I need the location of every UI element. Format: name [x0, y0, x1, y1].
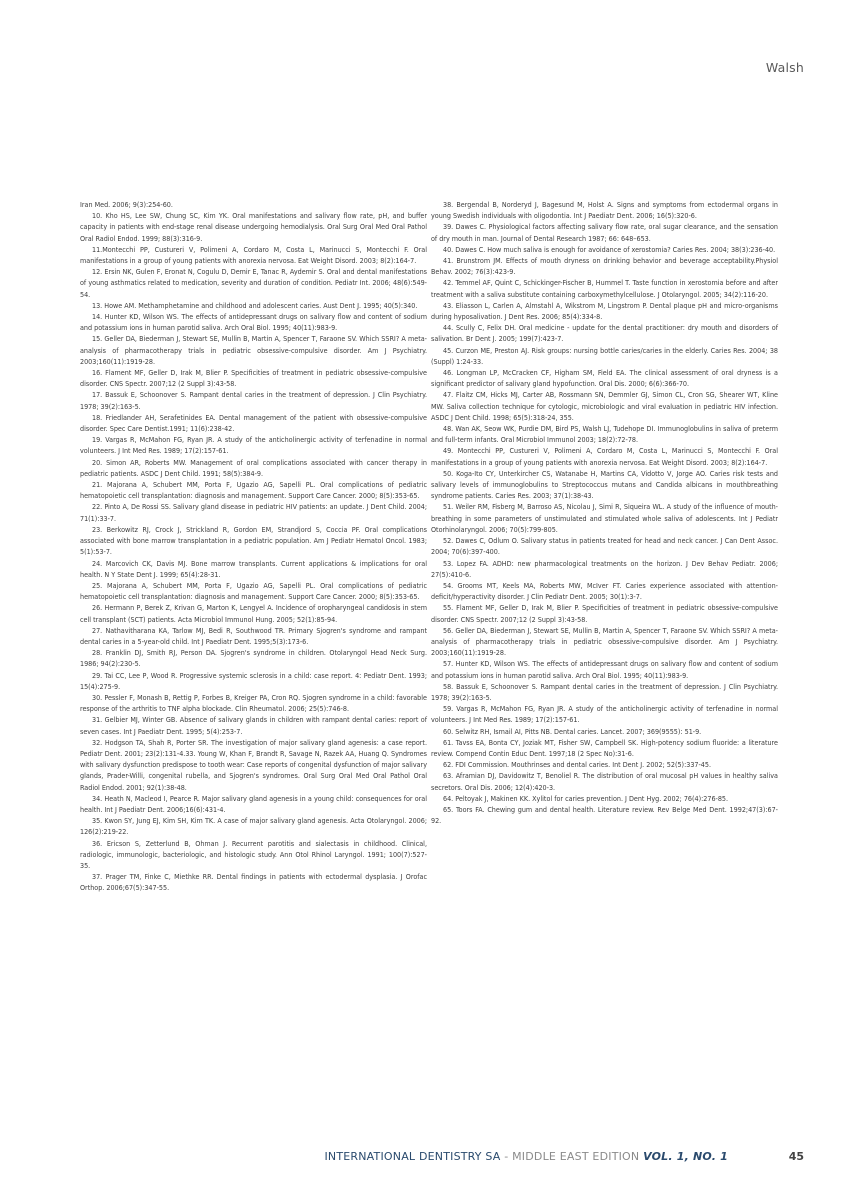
reference-item: 26. Hermann P, Berek Z, Krivan G, Marton K, Lengyel A. Incidence of oropharyngeal candidosis in stem cell transplant (SCT) patients. Acta Microbiol Immunol Hung. 2005; 52(1):85-94. — [80, 603, 427, 624]
reference-item: 20. Simon AR, Roberts MW. Management of oral complications associated with cancer therapy in pediatric patients. ASDC J Dent Child. 1991; 58(5):384-9. — [80, 457, 427, 478]
reference-item: 18. Friedlander AH, Serafetinides EA. Dental management of the patient with obsessive-compulsive disorder. Spec Care Dentist.1991; 11(6):238-42. — [80, 412, 427, 434]
reference-item: 17. Bassuk E, Schoonover S. Rampant dental caries in the treatment of depression. J Clin Psychiatry. 1978; 39(2):163-5. — [80, 390, 427, 411]
reference-item: 37. Prager TM, Finke C, Miethke RR. Dental findings in patients with ectodermal dysplasia. J Orofac Orthop. 2006;67(5):347-55. — [80, 872, 427, 893]
page-footer — [0, 1150, 850, 1166]
reference-item: 45. Curzon ME, Preston AJ. Risk groups: nursing bottle caries/caries in the elderly. Caries Res. 2004; 38 (Suppl) 1:24-33. — [431, 345, 778, 366]
reference-item: 58. Bassuk E, Schoonover S. Rampant dental caries in the treatment of depression. J Clin Psychiatry. 1978; 39(2):163-5. — [431, 681, 778, 702]
reference-item: 38. Bergendal B, Norderyd J, Bagesund M, Holst A. Signs and symptoms from ectodermal organs in young Swedish individuals with oligodontia. Int J Paediatr Dent. 2006; 16(5):320-6. — [431, 200, 778, 221]
reference-item: 56. Geller DA, Biederman J, Stewart SE, Mullin B, Martin A, Spencer T, Faraone SV. Which SSRI? A meta-analysis of pharmacotherapy trials in pediatric obsessive-compulsive disorder. Am J Psychiatry. 2003;160(11):1919-28. — [431, 625, 778, 658]
reference-item: 39. Dawes C. Physiological factors affecting salivary flow rate, oral sugar clearance, and the sensation of dry mouth in man. Journal of Dental Research 1987; 66: 648–653. — [431, 222, 778, 243]
reference-item: 25. Majorana A, Schubert MM, Porta F, Ugazio AG, Sapelli PL. Oral complications of pediatric hematopoietic cell transplantation: diagnosis and management. Support Care Cancer. 2000; 8(5):353-65. — [80, 580, 427, 602]
reference-item: 61. Tavss EA, Bonta CY, Joziak MT, Fisher SW, Campbell SK. High-potency sodium fluoride: a literature review. Compend Contin Educ Dent. 1997;18 (2 Spec No):31-6. — [431, 737, 778, 758]
reference-item: 36. Ericson S, Zetterlund B, Ohman J. Recurrent parotitis and sialectasis in childhood. Clinical, radiologic, immunologic, bacteriologic, and histologic study. Ann Otol Rhinol Laryngol. 1991; 100(7):527-35. — [80, 838, 427, 870]
reference-item: 55. Flament MF, Geller D, Irak M, Blier P. Specificities of treatment in pediatric obsessive-compulsive disorder. CNS Spectr. 2007;12 (2 Suppl 3):43-58. — [431, 603, 778, 624]
reference-item: 23. Berkowitz RJ, Crock J, Strickland R, Gordon EM, Strandjord S, Coccia PF. Oral complications associated with bone marrow transplantation in a pediatric population. Am J Pediatr Hematol Oncol. 1983; 5(1):53-7. — [80, 524, 427, 557]
reference-item: 51. Weiler RM, Fisberg M, Barroso AS, Nicolau J, Simi R, Siqueira WL. A study of the influence of mouth-breathing in some parameters of unstimulated and stimulated whole saliva of adolescents. Int J Pediatr Otorhinolaryngol. 2006; 70(5):799-805. — [431, 502, 778, 534]
journal-volume: VOL. 1, NO. 1 — [643, 1150, 728, 1163]
reference-item: 40. Dawes C. How much saliva is enough for avoidance of xerostomia? Caries Res. 2004; 38(3):236-40. — [443, 244, 776, 254]
reference-item: 16. Flament MF, Geller D, Irak M, Blier P. Specificities of treatment in pediatric obsessive-compulsive disorder. CNS Spectr. 2007;12 (2 Suppl 3):43-58. — [80, 368, 427, 389]
reference-item: 13. Howe AM. Methamphetamine and childhood and adolescent caries. Aust Dent J. 1995; 40(5):340. — [92, 300, 418, 310]
reference-item: 47. Flaitz CM, Hicks MJ, Carter AB, Rossmann SN, Demmler GJ, Simon CL, Cron SG, Shearer WT, Kline MW. Saliva collection technique for cytologic, microbiologic and viral evaluation in pediatric HIV infection. ASDC J Dent Child. 1998; 65(5):318-24, 355. — [431, 390, 778, 422]
reference-item: 57. Hunter KD, Wilson WS. The effects of antidepressant drugs on salivary flow and content of sodium and potassium ions in human parotid saliva. Arch Oral Biol. 1995; 40(11):983-9. — [431, 659, 778, 680]
reference-item: 52. Dawes C, Odlum O. Salivary status in patients treated for head and neck cancer. J Can Dent Assoc. 2004; 70(6):397-400. — [431, 536, 778, 557]
reference-item: 31. Gelbier MJ, Winter GB. Absence of salivary glands in children with rampant dental caries: report of seven cases. Int J Paediatr Dent. 1995; 5(4):253-7. — [80, 715, 427, 736]
reference-item: 11.Montecchi PP, Custureri V, Polimeni A, Cordaro M, Costa L, Marinucci S, Montecchi F. Oral manifestations in a group of young patients with anorexia nervosa. Eat Weight Disord. 2003; 8(2):164-7. — [80, 244, 427, 266]
reference-item: 48. Wan AK, Seow WK, Purdie DM, Bird PS, Walsh LJ, Tudehope DI. Immunoglobulins in saliva of preterm and full-term infants. Oral Microbiol Immunol 2003; 18(2):72-78. — [431, 424, 778, 445]
reference-item: 14. Hunter KD, Wilson WS. The effects of antidepressant drugs on salivary flow and content of sodium and potassium ions in human parotid saliva. Arch Oral Biol. 1995; 40(11):983-9. — [80, 312, 427, 333]
reference-item: 15. Geller DA, Biederman J, Stewart SE, Mullin B, Martin A, Spencer T, Faraone SV. Which SSRI? A meta-analysis of pharmacotherapy trials in pediatric obsessive-compulsive disorder. Am J Psychiatry. 2003;160(11):1919-28. — [80, 334, 427, 366]
reference-item: 30. Pessler F, Monash B, Rettig P, Forbes B, Kreiger PA, Cron RQ. Sjogren syndrome in a child: favorable response of the arthritis to TNF alpha blockade. Clin Rheumatol. 2006; 25(5):746-8. — [80, 692, 427, 714]
reference-item: 12. Ersin NK, Gulen F, Eronat N, Cogulu D, Demir E, Tanac R, Aydemir S. Oral and dental manifestations of young asthmatics related to medication, severity and duration of condition. Pediatr Int. 2006; 48(6):549-54. — [80, 267, 427, 299]
references-column-right — [431, 199, 778, 826]
reference-item: 44. Scully C, Felix DH. Oral medicine - update for the dental practitioner: dry mouth and disorders of salivation. Br Dent J. 2005; 199(7):423-7. — [431, 323, 778, 344]
reference-item: 10. Kho HS, Lee SW, Chung SC, Kim YK. Oral manifestations and salivary flow rate, pH, and buffer capacity in patients with end-stage renal disease undergoing hemodialysis. Oral Surg Oral Med Oral Pathol Oral Radiol Endod. 1999; 88(3):316-9. — [80, 211, 427, 243]
journal-title — [324, 1150, 728, 1163]
reference-item: 35. Kwon SY, Jung EJ, Kim SH, Kim TK. A case of major salivary gland agenesis. Acta Otolaryngol. 2006; 126(2):219-22. — [80, 816, 427, 837]
reference-item: 43. Eliasson L, Carlen A, Almstahl A, Wikstrom M, Lingstrom P. Dental plaque pH and micro-organisms during hyposalivation. J Dent Res. 2006; 85(4):334-8. — [431, 300, 778, 322]
journal-separator: - — [500, 1150, 513, 1163]
reference-item: 32. Hodgson TA, Shah R, Porter SR. The investigation of major salivary gland agenesis: a case report. Pediatr Dent. 2001; 23(2):131-4.33. Young W, Khan F, Brandt R, Savage N, Razek AA, Huang Q. Syndromes with salivary dysfunction predispose to tooth wear: Case reports of congenital dysfunction of major salivary glands, Prader-Willi, congenital rubella, and Sjogren's syndromes. Oral Surg Oral Med Oral Pathol Oral Radiol Endod. 2001; 92(1):38-48. — [80, 737, 427, 792]
reference-item: 50. Koga-Ito CY, Unterkircher CS, Watanabe H, Martins CA, Vidotto V, Jorge AO. Caries risk tests and salivary levels of immunoglobulins to Streptococcus mutans and Candida albicans in mouthbreathing syndrome patients. Caries Res. 2003; 37(1):38-43. — [431, 468, 778, 501]
reference-item: 29. Tai CC, Lee P, Wood R. Progressive systemic sclerosis in a child: case report. 4: Pediatr Dent. 1993; 15(4):275-9. — [80, 670, 427, 691]
journal-name: INTERNATIONAL DENTISTRY SA — [324, 1150, 501, 1163]
reference-item: 46. Longman LP, McCracken CF, Higham SM, Field EA. The clinical assessment of oral dryness is a significant predictor of salivary gland hypofunction. Oral Dis. 2000; 6(6):366-70. — [431, 368, 778, 389]
reference-item: 19. Vargas R, McMahon FG, Ryan JR. A study of the anticholinergic activity of terfenadine in normal volunteers. J Int Med Res. 1989; 17(2):157-61. — [80, 435, 427, 456]
reference-item: 49. Montecchi PP, Custureri V, Polimeni A, Cordaro M, Costa L, Marinucci S, Montecchi F. Oral manifestations in a group of young patients with anorexia nervosa. Eat Weight Disord. 2003; 8(2):164-7. — [431, 446, 778, 467]
journal-edition: MIDDLE EAST EDITION — [512, 1150, 640, 1163]
reference-item: 22. Pinto A, De Rossi SS. Salivary gland disease in pediatric HIV patients: an update. J Dent Child. 2004; 71(1):33-7. — [80, 502, 427, 523]
reference-item: 27. Nathavitharana KA, Tarlow MJ, Bedi R, Southwood TR. Primary Sjogren's syndrome and rampant dental caries in a 5-year-old child. Int J Paediatr Dent. 1995;5(3):173-6. — [80, 625, 427, 646]
reference-item: 59. Vargas R, McMahon FG, Ryan JR. A study of the anticholinergic activity of terfenadine in normal volunteers. J Int Med Res. 1989; 17(2):157-61. — [431, 704, 778, 725]
reference-item: 64. Peltoyak J, Makinen KK. Xylitol for caries prevention. J Dent Hyg. 2002; 76(4):276-85. — [443, 793, 729, 803]
reference-item: 24. Marcovich CK, Davis MJ. Bone marrow transplants. Current applications & implications for oral health. N Y State Dent J. 1999; 65(4):28-31. — [80, 558, 427, 579]
reference-item: 34. Heath N, Macleod I, Pearce R. Major salivary gland agenesis in a young child: consequences for oral health. Int J Paediatr Dent. 2006;16(6):431-4. — [80, 793, 427, 814]
references-column-left — [80, 199, 427, 894]
reference-item: 65. Toors FA. Chewing gum and dental health. Literature review. Rev Belge Med Dent. 1992;47(3):67-92. — [431, 804, 778, 826]
reference-item: 21. Majorana A, Schubert MM, Porta F, Ugazio AG, Sapelli PL. Oral complications of pediatric hematopoietic cell transplantation: diagnosis and management. Support Care Cancer. 2000; 8(5):353-65. — [80, 480, 427, 501]
reference-item: 41. Brunstrom JM. Effects of mouth dryness on drinking behavior and beverage acceptability.Physiol Behav. 2002; 76(3):423-9. — [431, 256, 778, 277]
reference-item: Iran Med. 2006; 9(3):254-60. — [80, 200, 173, 209]
reference-item: 62. FDI Commission. Mouthrinses and dental caries. Int Dent J. 2002; 52(5):337-45. — [443, 760, 712, 770]
reference-item: 53. Lopez FA. ADHD: new pharmacological treatments on the horizon. J Dev Behav Pediatr. 2006; 27(5):410-6. — [431, 558, 778, 579]
running-header-author: Walsh — [765, 60, 804, 75]
reference-item: 28. Franklin DJ, Smith RJ, Person DA. Sjogren's syndrome in children. Otolaryngol Head Neck Surg. 1986; 94(2):230-5. — [80, 648, 427, 669]
reference-item: 60. Selwitz RH, Ismail AI, Pitts NB. Dental caries. Lancet. 2007; 369(9555): 51-9. — [443, 726, 702, 736]
reference-item: 54. Grooms MT, Keels MA, Roberts MW, McIver FT. Caries experience associated with attention-deficit/hyperactivity disorder. J Clin Pediatr Dent. 2005; 30(1):3-7. — [431, 580, 778, 602]
reference-item: 63. Aframian DJ, Davidowitz T, Benoliel R. The distribution of oral mucosal pH values in healthy saliva secretors. Oral Dis. 2006; 12(4):420-3. — [431, 771, 778, 792]
reference-item: 42. Temmel AF, Quint C, Schickinger-Fischer B, Hummel T. Taste function in xerostomia before and after treatment with a saliva substitute containing carboxymethylcellulose. J Otolaryngol. 2005; 34(2):116-20. — [431, 278, 778, 299]
page-number: 45 — [788, 1150, 804, 1163]
